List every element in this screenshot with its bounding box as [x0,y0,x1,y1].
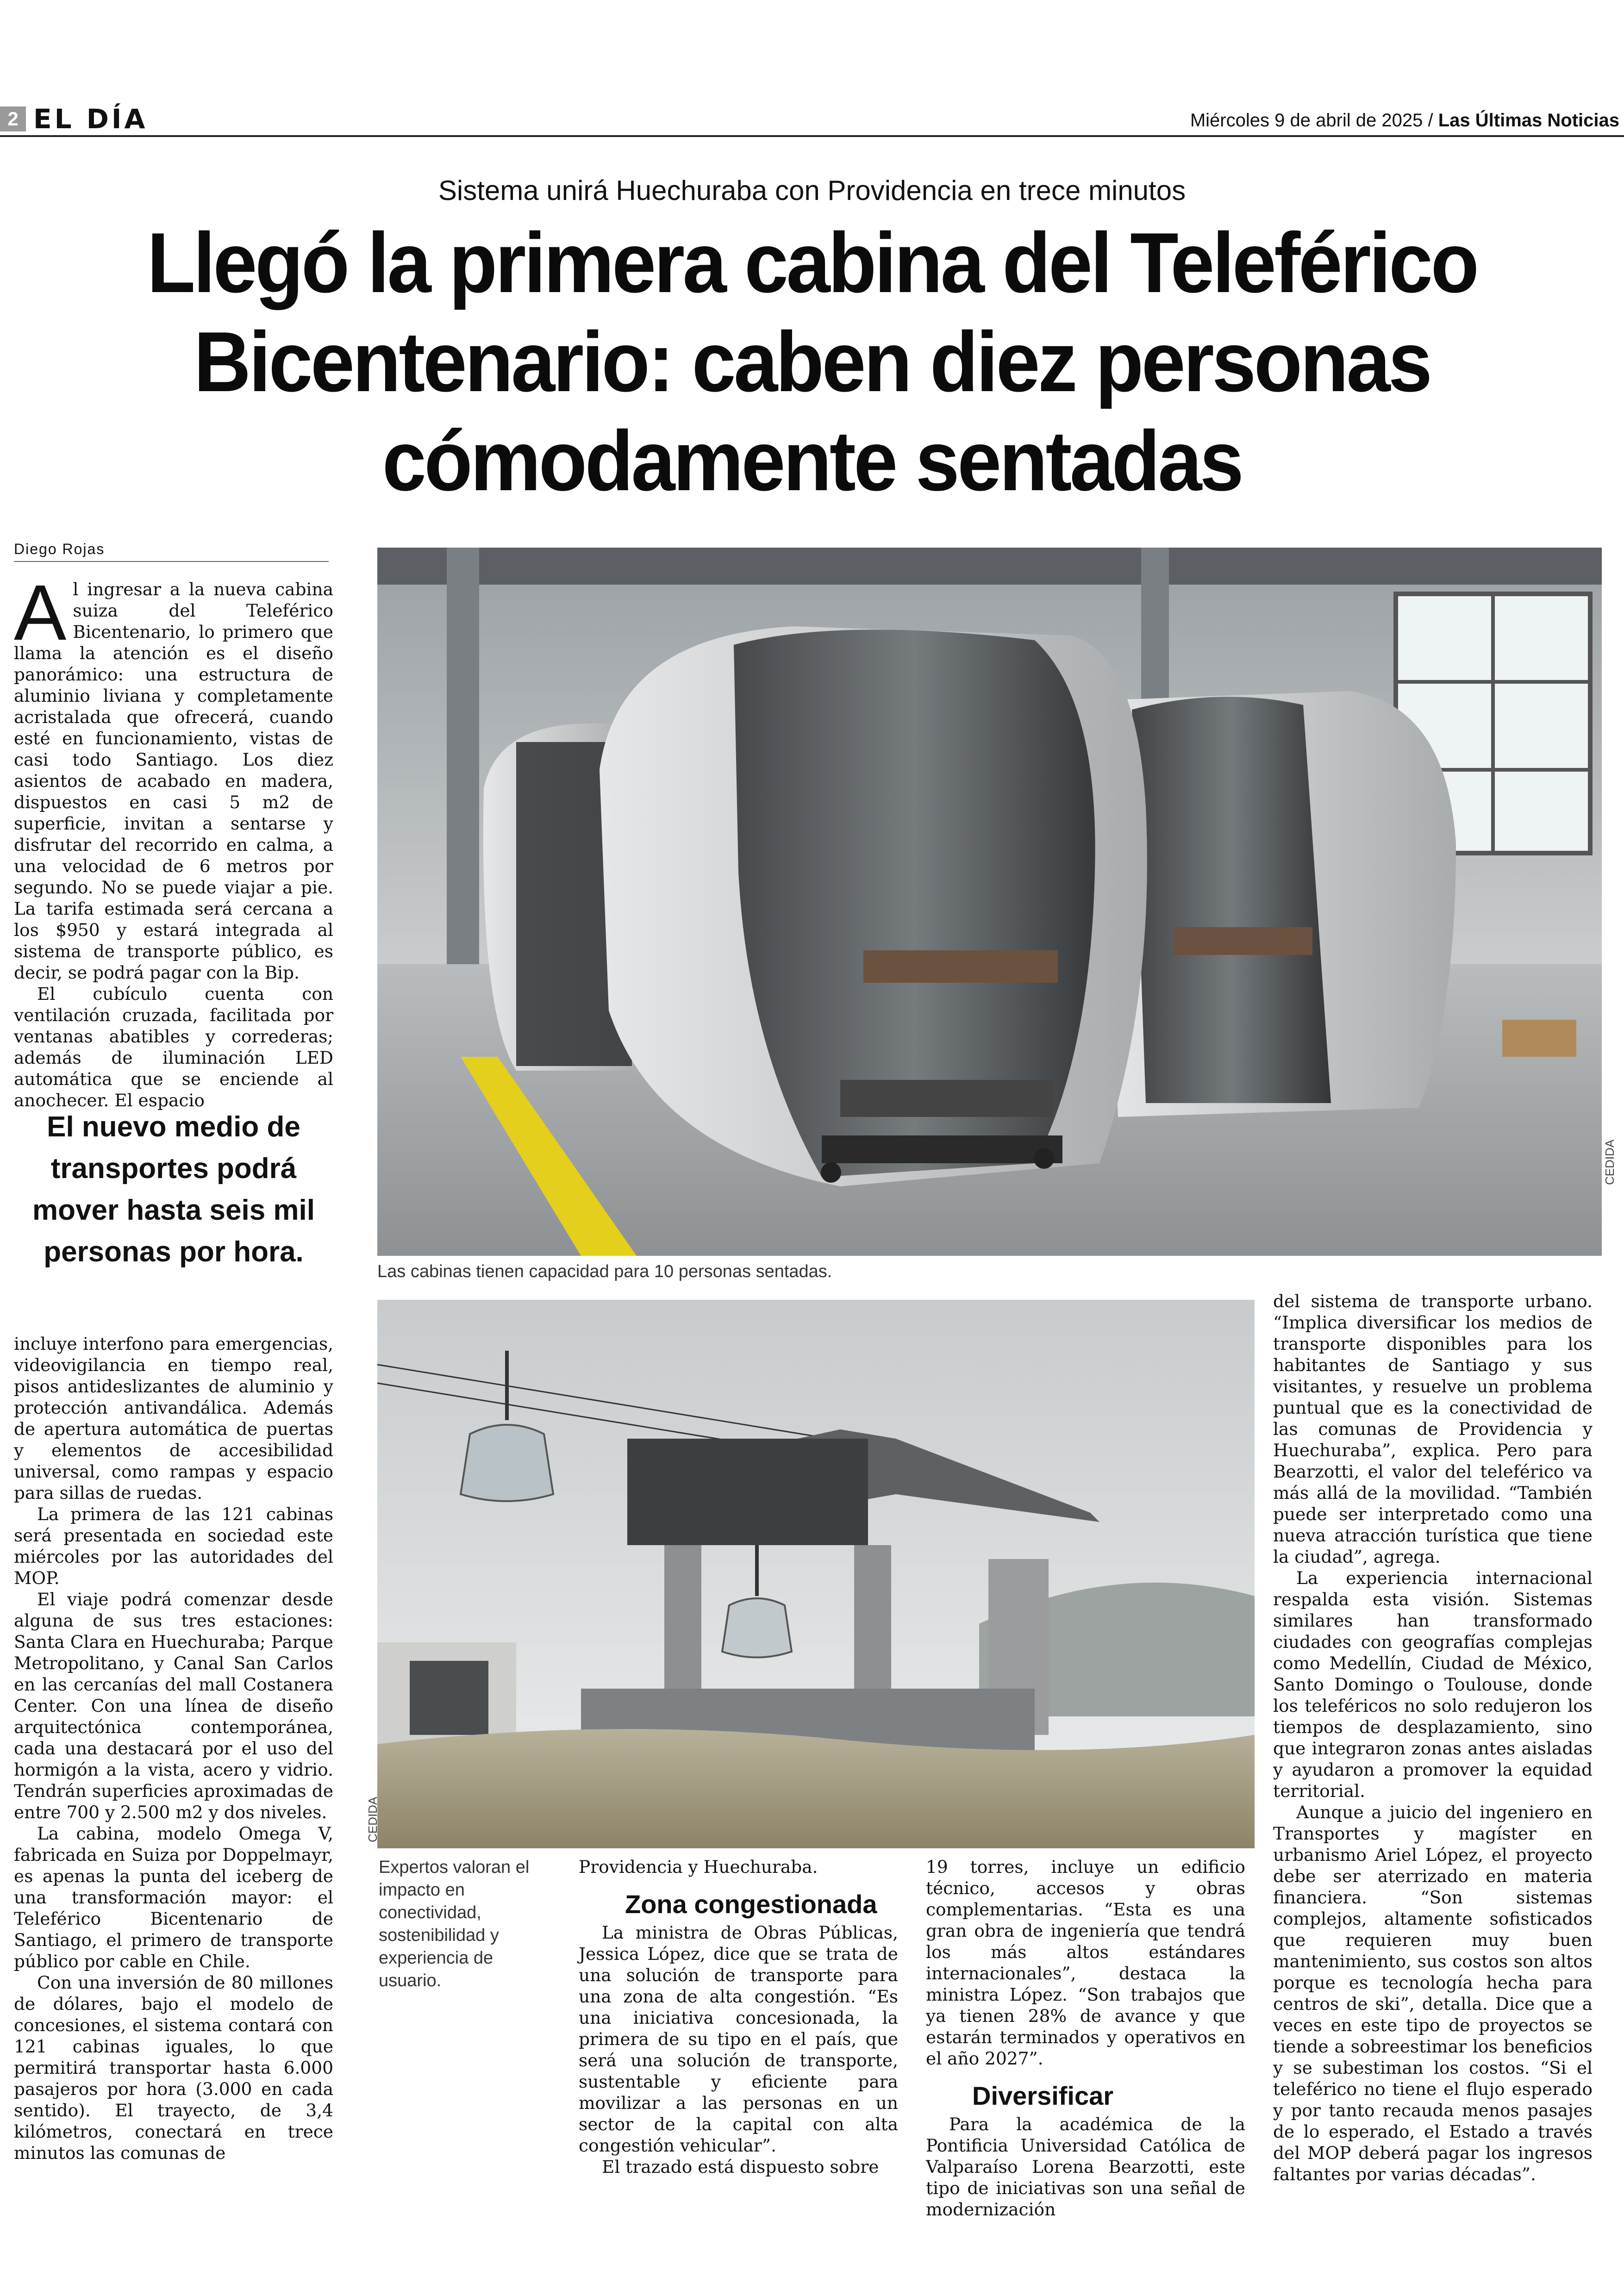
paragraph [14,569,333,983]
photo-cabins-workshop [377,548,1602,1256]
paragraph: incluye interfono para emergencias, videovigilancia en tiempo real, pisos antideslizantes de aluminio y protección antivandálica. Además de apertura automática de puertas y elementos de accesibilidad universal, como rampas y espacio para sillas de ruedas. [14,1334,333,1503]
issue-date: Miércoles 9 de abril de 2025 [1190,110,1423,131]
drop-cap: A [14,569,67,657]
body-column-4 [1273,1291,1593,2250]
page-number: 2 [0,106,26,131]
publication-name: Las Últimas Noticias [1438,110,1619,131]
dateline [1190,107,1619,133]
byline: Diego Rojas [14,541,105,557]
byline-rule [14,561,329,562]
paragraph: Con una inversión de 80 millones de dólares, bajo el modelo de concesiones, el sistema contará con 121 cabinas iguales, lo que permitirá transportar hasta 6.000 pasajeros por hora (3.000 en cada sentido). El trayecto, de 3,4 kilómetros, conectará en trece minutos las comunas de [14,1972,333,2163]
photo-station-render [377,1300,1255,1848]
paragraph: Para la académica de la Pontificia Universidad Católica de Valparaíso Lorena Bearzotti, este tipo de iniciativas son una señal de modernización [926,2114,1245,2220]
pull-quote: El nuevo medio de transportes podrá mover hasta seis mil personas por hora. [32,1111,315,1268]
header-separator: / [1428,110,1433,131]
photo-caption: Las cabinas tienen capacidad para 10 personas sentadas. [377,1262,832,1281]
subheading: Zona congestionada [625,1890,877,1919]
paragraph: El viaje podrá comenzar desde alguna de sus tres estaciones: Santa Clara en Huechuraba; Parque Metropolitano, y Canal San Carlos en las cercanías del mall Costanera Center. Con una línea de diseño arquitectónica contemporánea, cada una destacará por el uso del hormigón a la vista, acero y vidrio. Tendrán superficies aproximadas de entre 700 y 2.500 m2 y dos niveles. [14,1589,333,1822]
article-kicker: Sistema unirá Huechuraba con Providencia en trece minutos [438,175,1186,206]
section-name: EL DÍA [33,103,148,135]
paragraph: El trazado está dispuesto sobre [602,2157,879,2177]
paragraph: La primera de las 121 cabinas será presentada en sociedad este miércoles por las autoridades del MOP. [14,1504,333,1588]
body-column-2 [579,1856,898,2250]
photo-caption: Expertos valoran el impacto en conectividad, sostenibilidad y experiencia de usuario. [379,1858,530,1990]
paragraph: La experiencia internacional respalda esta visión. Sistemas similares han transformado ciudades con geografías complejas como Medellín, Ciudad de México, Santo Domingo o Toulouse, donde los teleféricos no solo redujeron los tiempos de desplazamiento, sino que integraron zonas antes aisladas y ayudaron a promover la equidad territorial. [1273,1568,1593,1801]
paragraph-text: l ingresar a la nueva cabina suiza del Teleférico Bicentenario, lo primero que llama la atención es el diseño panorámico: una estructura de aluminio liviana y completamente acristalada que ofrecerá, cuando esté en funcionamiento, vistas de casi todo Santiago. Los diez asientos de acabado en madera, dispuestos en casi 5 m2 de superficie, invitan a sentarse y disfrutar del recorrido en calma, a una velocidad de 6 metros por segundo. No se puede viajar a pie. La tarifa estimada será cercana a los $950 y estará integrada al sistema de transporte público, es decir, se podrá pagar con la Bip. [14,579,333,983]
header-rule [0,135,1624,137]
paragraph: La cabina, modelo Omega V, fabricada en Suiza por Doppelmayr, es apenas la punta del iceberg de una transformación mayor: el Teleférico Bicentenario de Santiago, el primero de transporte público por cable en Chile. [14,1823,333,1971]
body-column-1-top [14,569,333,1110]
photo-credit: CEDIDA [1603,1139,1617,1185]
subheading: Diversificar [972,2081,1114,2110]
paragraph: La ministra de Obras Públicas, Jessica López, dice que se trata de una solución de transporte para una zona de alta congestión. “Es una iniciativa concesionada, la primera de su tipo en el país, que será una solución de transporte, sustentable y eficiente para movilizar a las personas en un sector de la capital con alta congestión vehicular”. [579,1922,898,2156]
photo-credit: CEDIDA [366,1796,380,1842]
paragraph: 19 torres, incluye un edificio técnico, accesos y obras complementarias. “Esta es una gran obra de ingeniería que tendrá los más altos estándares internacionales”, destaca la ministra López. “Son trabajos que ya tienen 28% de avance y que estarán terminados y operativos en el año 2027”. [926,1857,1245,2069]
station-illustration [377,1300,1255,1848]
paragraph: Aunque a juicio del ingeniero en Transportes y magíster en urbanismo Ariel López, el proyecto debe ser aterrizado en materia financiera. “Son sistemas complejos, altamente sofisticados que requieren muy buen mantenimiento, sus costos son altos porque es tecnología hecha para centros de ski”, detalla. Dice que a veces en este tipo de proyectos se tiende a sobreestimar los beneficios y se subestiman los costos. “Si el teleférico no tiene el flujo esperado y por tanto recauda menos pasajes de lo esperado, el Estado a través del MOP deberá pagar los ingresos faltantes por varias décadas”. [1273,1802,1593,2184]
paragraph: El cubículo cuenta con ventilación cruzada, facilitada por ventanas abatibles y correderas; además de iluminación LED automática que se enciende al anochecer. El espacio [14,984,333,1110]
article-headline: Llegó la primera cabina del Teleférico Bicentenario: caben diez personas cómodamente sentadas [147,215,1477,508]
paragraph: Providencia y Huechuraba. [579,1857,818,1877]
paragraph: del sistema de transporte urbano. “Implica diversificar los medios de transporte disponibles para los habitantes de Santiago y sus visitantes, y resuelve un problema puntual que es la conectividad de las comunas de Providencia y Huechuraba”, explica. Pero para Bearzotti, el valor del teleférico va más allá de la movilidad. “También puede ser interpretado como una nueva atracción turística que tiene la ciudad”, agrega. [1273,1291,1593,1567]
cabins-illustration [377,548,1602,1256]
page-header [0,103,1624,135]
body-column-1-bottom [14,1333,333,2250]
body-column-3 [926,1856,1245,2250]
